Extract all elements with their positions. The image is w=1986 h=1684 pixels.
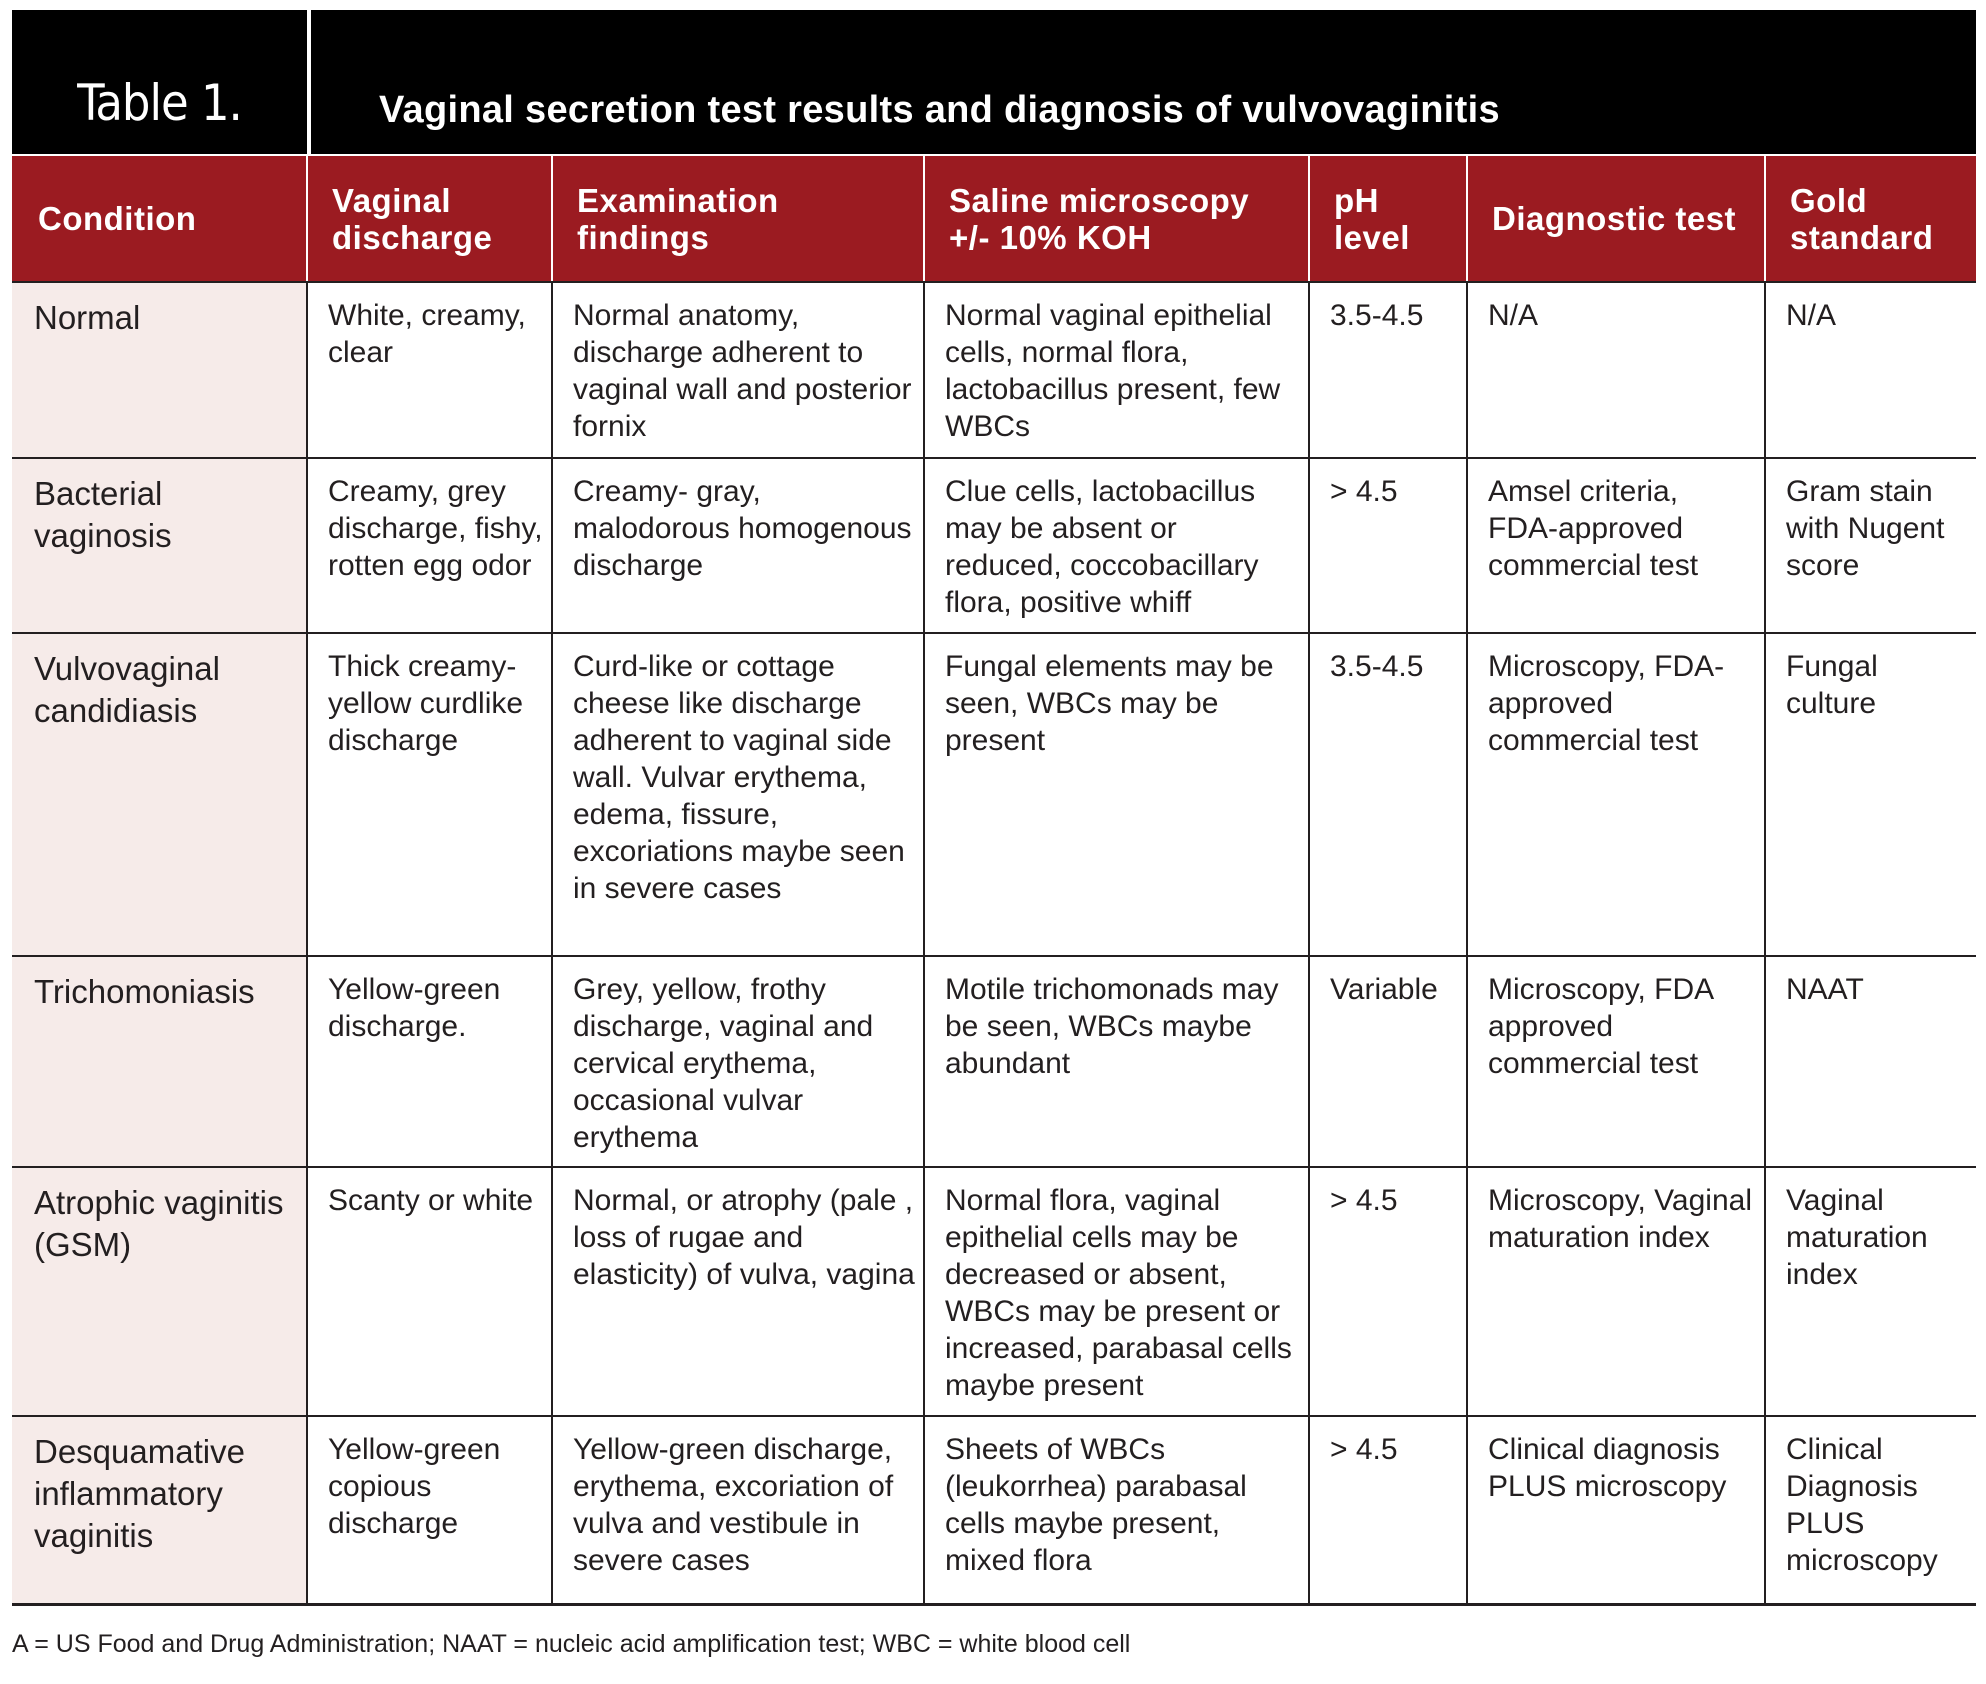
column-header: Saline microscopy +/- 10% KOH xyxy=(924,156,1309,282)
table-cell: > 4.5 xyxy=(1309,1416,1467,1604)
table-row xyxy=(12,1416,1976,1604)
table-cell: N/A xyxy=(1765,282,1976,458)
table-number-label: Table 1. xyxy=(77,74,242,132)
vulvovaginitis-table xyxy=(12,156,1976,1606)
table-cell: 3.5-4.5 xyxy=(1309,282,1467,458)
column-header: Vaginal discharge xyxy=(307,156,552,282)
table-cell: Thick creamy-yellow curdlike discharge xyxy=(307,633,552,956)
table-cell: Creamy- gray, malodorous homogenous discharge xyxy=(552,458,924,633)
table-cell: N/A xyxy=(1467,282,1765,458)
table-cell: Microscopy, FDA-approved commercial test xyxy=(1467,633,1765,956)
table-cell: > 4.5 xyxy=(1309,1167,1467,1416)
table-cell: Yellow-green copious discharge xyxy=(307,1416,552,1604)
table-row xyxy=(12,458,1976,633)
condition-cell: Vulvovaginal candidiasis xyxy=(12,633,307,956)
table-cell: Normal, or atrophy (pale , loss of rugae and elasticity) of vulva, vagina xyxy=(552,1167,924,1416)
table-cell: 3.5-4.5 xyxy=(1309,633,1467,956)
table-cell: Microscopy, Vaginal maturation index xyxy=(1467,1167,1765,1416)
table-cell: Fungal culture xyxy=(1765,633,1976,956)
table-cell: Amsel criteria, FDA-approved commercial test xyxy=(1467,458,1765,633)
table-cell: NAAT xyxy=(1765,956,1976,1167)
table-cell: Yellow-green discharge, erythema, excoriation of vulva and vestibule in severe cases xyxy=(552,1416,924,1604)
table-title-bar xyxy=(12,10,1976,154)
column-header: Gold standard xyxy=(1765,156,1976,282)
condition-cell: Atrophic vaginitis (GSM) xyxy=(12,1167,307,1416)
column-header: Condition xyxy=(12,156,307,282)
table-cell: Grey, yellow, frothy discharge, vaginal and cervical erythema, occasional vulvar erythema xyxy=(552,956,924,1167)
header-row xyxy=(12,156,1976,282)
table-cell: Normal vaginal epithelial cells, normal flora, lactobacillus present, few WBCs xyxy=(924,282,1309,458)
table-cell: > 4.5 xyxy=(1309,458,1467,633)
table-cell: Creamy, grey discharge, fishy, rotten egg odor xyxy=(307,458,552,633)
table-cell: Scanty or white xyxy=(307,1167,552,1416)
table-row xyxy=(12,1167,1976,1416)
condition-cell: Trichomoniasis xyxy=(12,956,307,1167)
table-footnote: A = US Food and Drug Administration; NAAT = nucleic acid amplification test; WBC = white blood cell xyxy=(12,1630,1131,1658)
table-row xyxy=(12,282,1976,458)
table-cell: Motile trichomonads may be seen, WBCs maybe abundant xyxy=(924,956,1309,1167)
condition-cell: Desquamative inflammatory vaginitis xyxy=(12,1416,307,1604)
condition-cell: Normal xyxy=(12,282,307,458)
column-header: Diagnostic test xyxy=(1467,156,1765,282)
table-cell: White, creamy, clear xyxy=(307,282,552,458)
table-title: Vaginal secretion test results and diagnosis of vulvovaginitis xyxy=(379,89,1500,131)
table-cell: Variable xyxy=(1309,956,1467,1167)
table-cell: Normal anatomy, discharge adherent to vaginal wall and posterior fornix xyxy=(552,282,924,458)
table-row xyxy=(12,633,1976,956)
table-cell: Clue cells, lactobacillus may be absent or reduced, coccobacillary flora, positive whiff xyxy=(924,458,1309,633)
table-cell: Yellow-green discharge. xyxy=(307,956,552,1167)
table-cell: Normal flora, vaginal epithelial cells may be decreased or absent, WBCs may be present or increased, parabasal cells maybe present xyxy=(924,1167,1309,1416)
table-cell: Clinical diagnosis PLUS microscopy xyxy=(1467,1416,1765,1604)
condition-cell: Bacterial vaginosis xyxy=(12,458,307,633)
column-header: Examination findings xyxy=(552,156,924,282)
table-cell: Fungal elements may be seen, WBCs may be present xyxy=(924,633,1309,956)
table-cell: Microscopy, FDA approved commercial test xyxy=(1467,956,1765,1167)
table-cell: Curd-like or cottage cheese like discharge adherent to vaginal side wall. Vulvar erythema, edema, fissure, excoriations maybe seen in severe cases xyxy=(552,633,924,956)
table-cell: Gram stain with Nugent score xyxy=(1765,458,1976,633)
table-row xyxy=(12,956,1976,1167)
table-cell: Sheets of WBCs (leukorrhea) parabasal cells maybe present, mixed flora xyxy=(924,1416,1309,1604)
table-cell: Clinical Diagnosis PLUS microscopy xyxy=(1765,1416,1976,1604)
column-header: pH level xyxy=(1309,156,1467,282)
table-cell: Vaginal maturation index xyxy=(1765,1167,1976,1416)
